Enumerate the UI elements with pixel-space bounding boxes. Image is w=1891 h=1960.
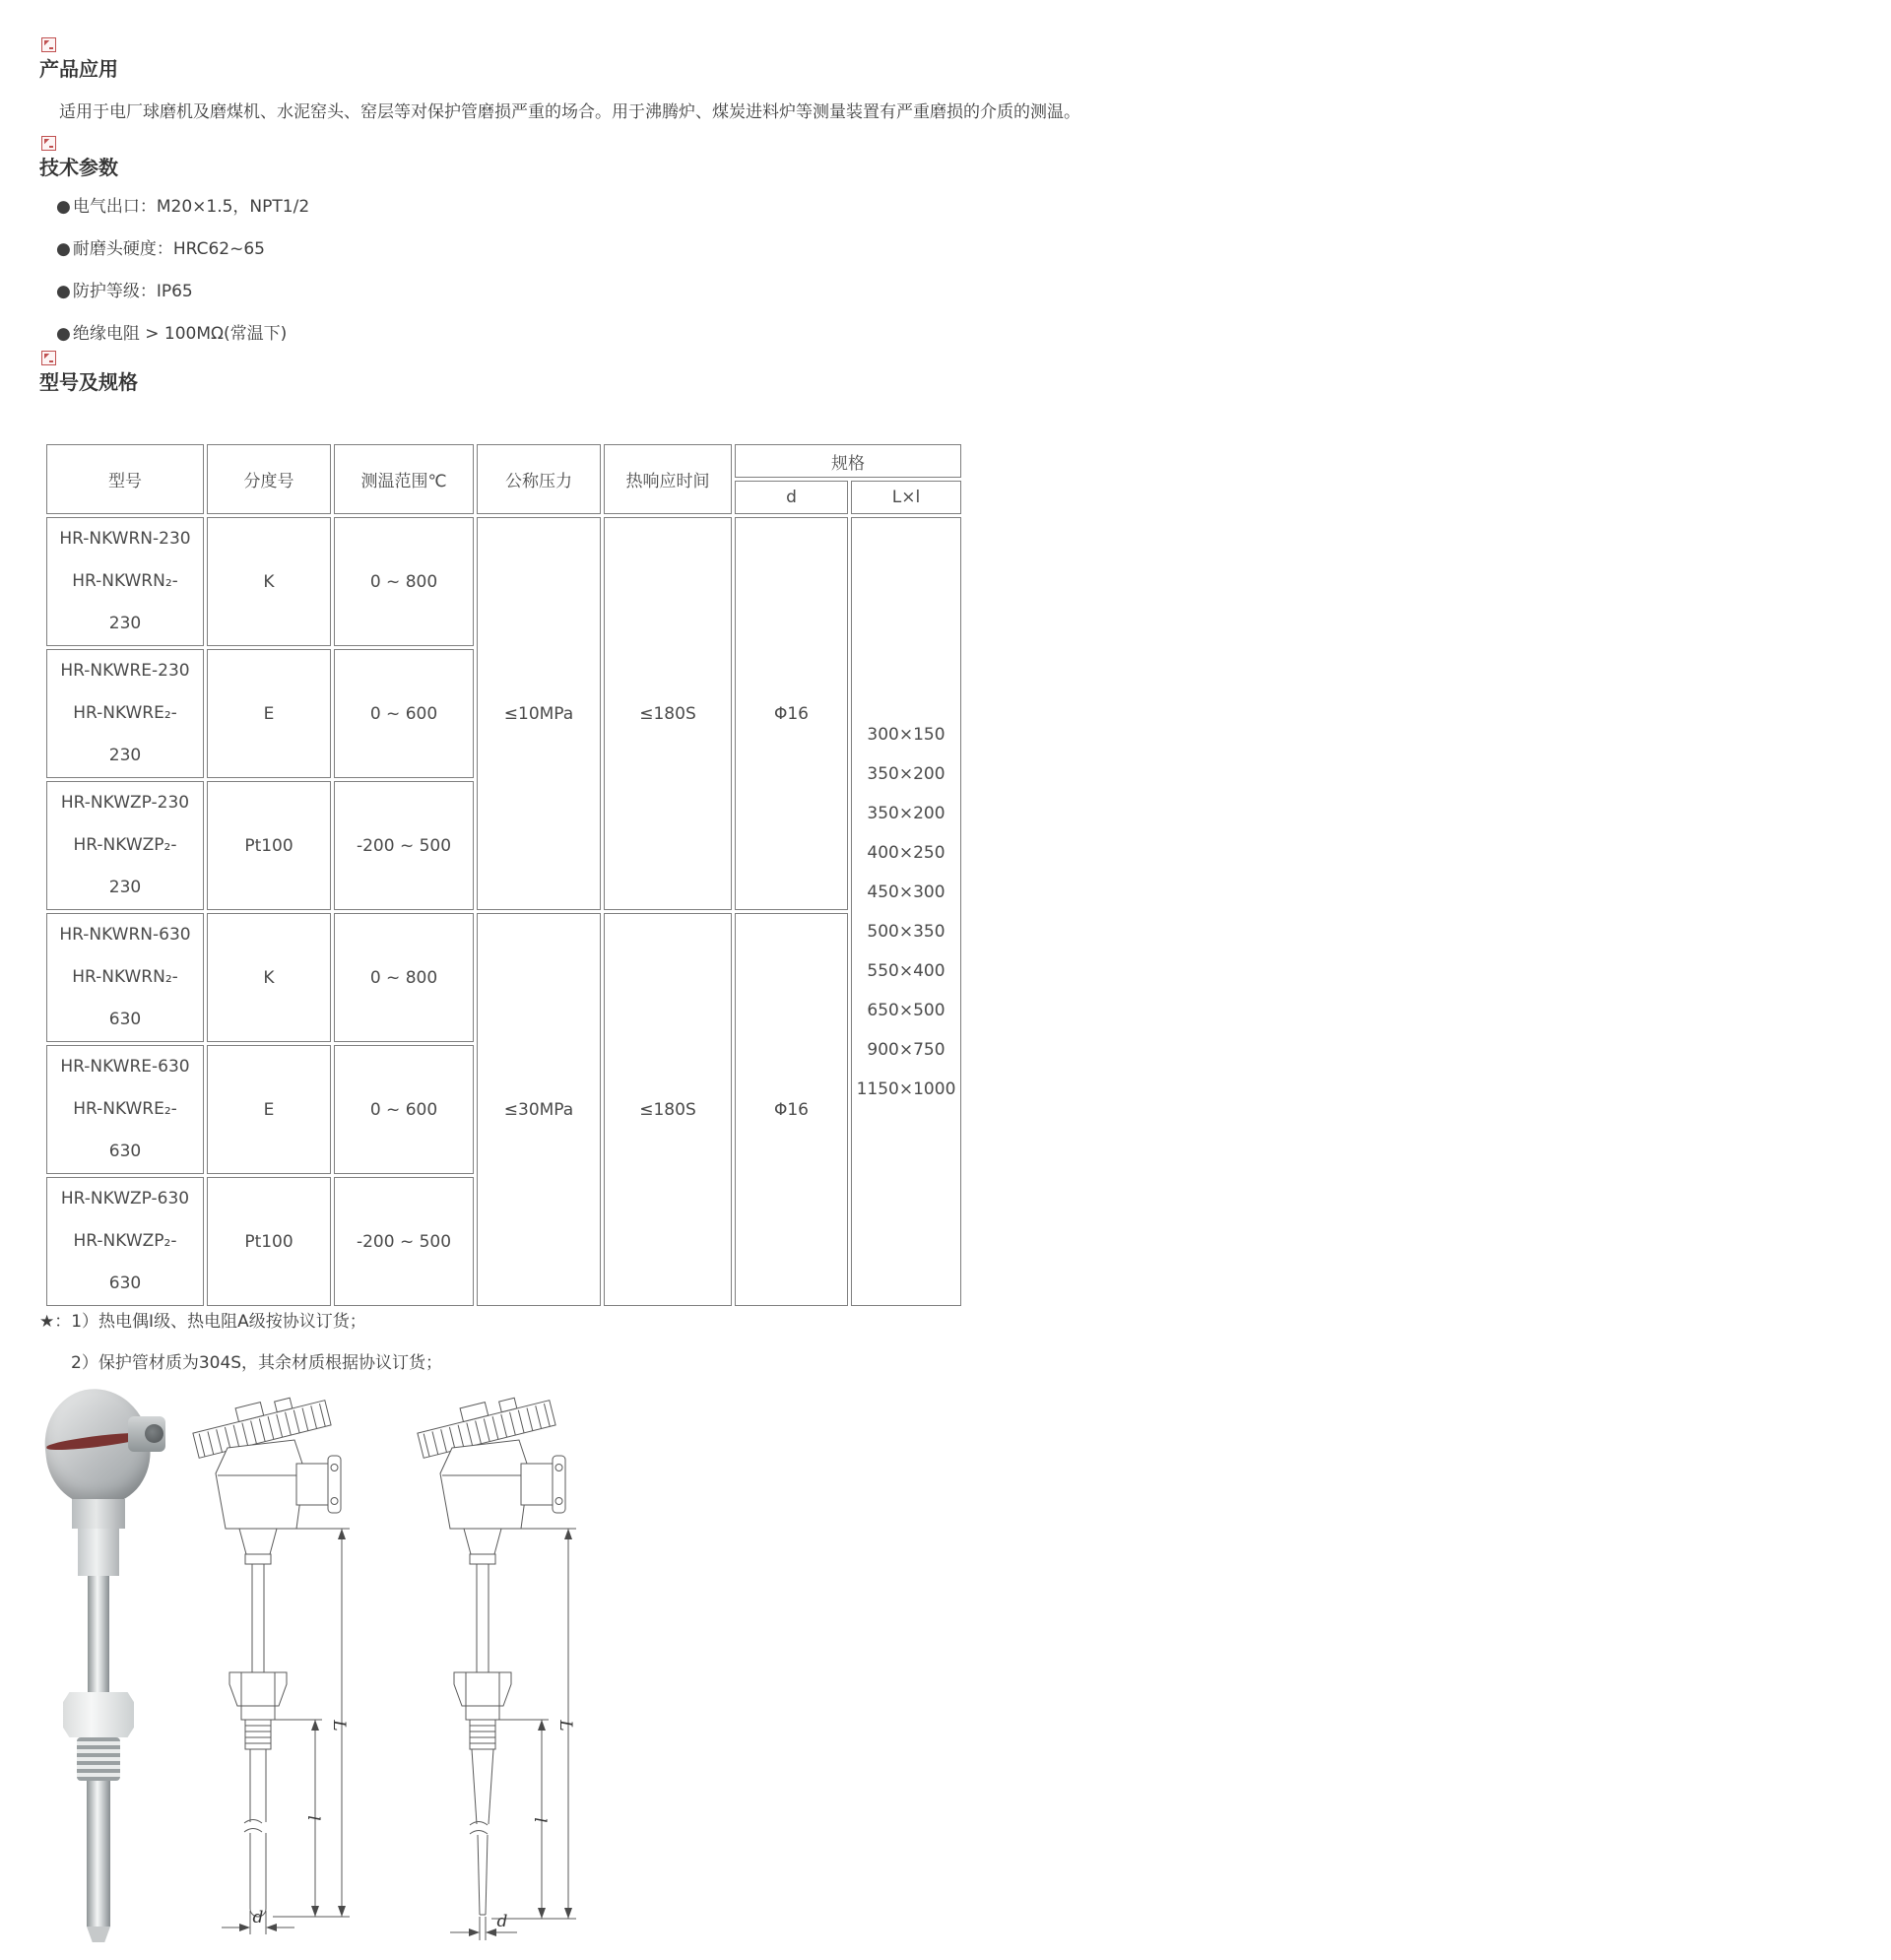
pressure-cell: ≤10MPa bbox=[477, 517, 601, 910]
tech-param-text: 绝缘电阻 > 100MΩ(常温下) bbox=[72, 324, 288, 344]
lxl-cell: 300×150 350×200 350×200 400×250 450×300 500×350 550×400 650×500 900×750 1150×1000 bbox=[851, 517, 961, 1306]
tech-param-item bbox=[56, 280, 193, 303]
col-header-spec-d: d bbox=[735, 481, 848, 514]
bullet-icon: ● bbox=[56, 282, 71, 301]
col-header-range: 测温范围℃ bbox=[334, 444, 474, 514]
table-row bbox=[46, 913, 961, 1042]
table-row bbox=[46, 517, 961, 646]
range-cell: -200 ~ 500 bbox=[334, 1177, 474, 1306]
photo-protection-tube bbox=[87, 1781, 110, 1927]
bullet-icon: ● bbox=[56, 324, 71, 344]
col-header-pressure: 公称压力 bbox=[477, 444, 601, 514]
star-note: ★：1）热电偶Ⅰ级、热电阻A级按协议订货； bbox=[39, 1312, 366, 1332]
dim-L-label: L bbox=[329, 1720, 349, 1731]
index-cell: E bbox=[207, 1045, 331, 1174]
head-body bbox=[440, 1440, 529, 1529]
fitting bbox=[241, 1706, 275, 1720]
section-marker-icon bbox=[41, 37, 56, 52]
model-cell: HR-NKWRE-230 HR-NKWRE₂- 230 bbox=[46, 649, 204, 778]
dim-l-label: l bbox=[303, 1815, 323, 1821]
diameter-cell: Φ16 bbox=[735, 913, 848, 1306]
thermocouple-product-photo bbox=[39, 1387, 169, 1946]
fitting bbox=[466, 1706, 499, 1720]
col-header-spec-lxl: L×l bbox=[851, 481, 961, 514]
index-cell: E bbox=[207, 649, 331, 778]
second-note: 2）保护管材质为304S，其余材质根据协议订货； bbox=[71, 1353, 443, 1373]
model-cell: HR-NKWRN-630 HR-NKWRN₂- 630 bbox=[46, 913, 204, 1042]
model-cell: HR-NKWZP-630 HR-NKWZP₂- 630 bbox=[46, 1177, 204, 1306]
tech-param-item bbox=[56, 237, 265, 261]
tech-param-item bbox=[56, 195, 309, 219]
photo-cable-entry bbox=[128, 1416, 165, 1452]
photo-neck bbox=[78, 1529, 119, 1576]
neck bbox=[464, 1529, 501, 1554]
index-cell: K bbox=[207, 517, 331, 646]
models-spec-title: 型号及规格 bbox=[39, 370, 138, 394]
neck bbox=[239, 1529, 277, 1554]
col-header-spec: 规格 bbox=[735, 444, 961, 478]
tech-param-item bbox=[56, 322, 287, 346]
range-cell: 0 ~ 800 bbox=[334, 517, 474, 646]
range-cell: -200 ~ 500 bbox=[334, 781, 474, 910]
col-header-model: 型号 bbox=[46, 444, 204, 514]
dimension-drawing-straight-tube bbox=[184, 1379, 357, 1945]
photo-collar bbox=[72, 1499, 125, 1529]
spec-table bbox=[43, 441, 964, 1309]
model-cell: HR-NKWRN-230 HR-NKWRN₂- 230 bbox=[46, 517, 204, 646]
response-cell: ≤180S bbox=[604, 517, 732, 910]
photo-hex-nut bbox=[63, 1692, 134, 1737]
model-cell: HR-NKWRE-630 HR-NKWRE₂- 630 bbox=[46, 1045, 204, 1174]
bullet-icon: ● bbox=[56, 197, 71, 217]
range-cell: 0 ~ 600 bbox=[334, 649, 474, 778]
index-cell: Pt100 bbox=[207, 1177, 331, 1306]
tech-param-text: 电气出口：M20×1.5，NPT1/2 bbox=[72, 197, 310, 217]
dim-l-label: l bbox=[530, 1817, 550, 1823]
dim-d-label: d bbox=[252, 1908, 264, 1927]
photo-upper-tube bbox=[88, 1576, 109, 1692]
hex-nut bbox=[229, 1672, 287, 1706]
range-cell: 0 ~ 800 bbox=[334, 913, 474, 1042]
index-cell: K bbox=[207, 913, 331, 1042]
col-header-response: 热响应时间 bbox=[604, 444, 732, 514]
head-body bbox=[216, 1440, 304, 1529]
application-body: 适用于电厂球磨机及磨煤机、水泥窑头、窑层等对保护管磨损严重的场合。用于沸腾炉、煤炭进料炉等测量装置有严重磨损的介质的测温。 bbox=[59, 102, 1080, 122]
section-marker-icon bbox=[41, 351, 56, 365]
side-connector bbox=[296, 1464, 328, 1505]
col-header-index: 分度号 bbox=[207, 444, 331, 514]
response-cell: ≤180S bbox=[604, 913, 732, 1306]
tech-params-title: 技术参数 bbox=[39, 156, 118, 179]
dim-d-label: d bbox=[496, 1912, 508, 1931]
photo-tube-tip bbox=[87, 1927, 110, 1942]
diameter-cell: Φ16 bbox=[735, 517, 848, 910]
index-cell: Pt100 bbox=[207, 781, 331, 910]
side-connector bbox=[521, 1464, 553, 1505]
pressure-cell: ≤30MPa bbox=[477, 913, 601, 1306]
dimension-drawing-tapered-tube bbox=[409, 1379, 591, 1950]
range-cell: 0 ~ 600 bbox=[334, 1045, 474, 1174]
photo-threaded-fitting bbox=[77, 1737, 120, 1781]
dim-L-label: L bbox=[555, 1720, 575, 1731]
bullet-icon: ● bbox=[56, 239, 71, 259]
tech-param-text: 耐磨头硬度：HRC62~65 bbox=[72, 239, 265, 259]
hex-nut bbox=[454, 1672, 511, 1706]
application-title: 产品应用 bbox=[39, 57, 118, 81]
tech-param-text: 防护等级：IP65 bbox=[72, 282, 193, 301]
section-marker-icon bbox=[41, 136, 56, 151]
model-cell: HR-NKWZP-230 HR-NKWZP₂- 230 bbox=[46, 781, 204, 910]
